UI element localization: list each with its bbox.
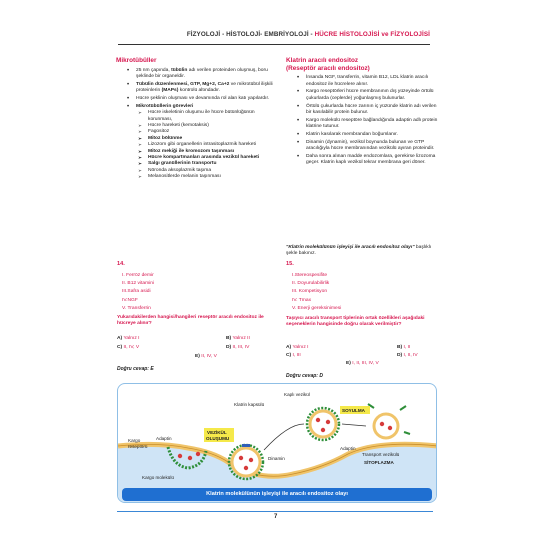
- statement: I.Stereospesifite: [292, 273, 328, 278]
- header-title: [187, 31, 430, 38]
- statement: II. Doyurulabilirlik: [292, 281, 330, 287]
- q15-option-b[interactable]: B) I, II: [397, 345, 411, 350]
- text: 25 nm çapında,: [136, 67, 172, 73]
- figure-caption: Klatrin molekülünün işleyişi ile aracılı endositoz olayı: [122, 488, 432, 501]
- header-part1: FİZYOLOJİ - HİSTOLOJİ- EMBRİYOLOJİ -: [186, 31, 315, 38]
- q14-option-a[interactable]: A) Yalnız I: [117, 336, 140, 341]
- endocytosis-figure: [117, 383, 437, 503]
- label-kargo: Kargo: [128, 438, 141, 443]
- bullet-item: • Örtülü çukurlarda hücre zarının iç yüzünde klatrin adı verilen bir kasılabilir protein bulunur.: [286, 104, 438, 117]
- statement: I. Ferröz demir: [122, 273, 154, 278]
- text-bold: Tübülin düzenlenmesi, GTP, Mg+2, Ca+2: [136, 81, 230, 87]
- q14-answer: Doğru cevap: E: [117, 366, 154, 372]
- cargo-molecule-dot: [326, 420, 330, 424]
- cargo-molecule-dot: [321, 428, 325, 432]
- option-text: I, II, IV: [403, 353, 418, 358]
- option-text: II, IV, V: [201, 354, 217, 359]
- q14-option-b[interactable]: B) Yalnız II: [226, 336, 250, 341]
- transport-vesicle: [374, 414, 398, 438]
- sub-item: ➢ Fagositoz: [136, 129, 276, 135]
- text-bold: Mikrotübüllerin görevleri: [136, 103, 194, 109]
- sub-item: ➢ Hücre hareketi (kemotaksis): [136, 123, 276, 129]
- label-transport-vezikul: Transport vezikülü: [362, 452, 400, 457]
- q15-answer: Doğru cevap: D: [286, 373, 323, 379]
- cargo-molecule-dot: [380, 422, 384, 426]
- sub-item: ➢ Melanositlerde melanin taşınması: [136, 174, 276, 180]
- statement: V. Transferrin: [122, 305, 151, 311]
- sub-item: ➢ Hücre iskeletinin oluşumu ile hücre bütünlüğünün korunması,: [136, 110, 276, 123]
- question-15-stem: Taşıyıcı aracılı transport tiplerinin ortak özellikleri aşağıdaki seçeneklerin hangisinde doğru olarak verilmiştir?: [286, 316, 425, 328]
- label-sitoplazma: SİTOPLAZMA: [364, 460, 394, 465]
- klatrin-title: Klatrin aracılı endositoz: [286, 57, 359, 64]
- header-rule: [118, 44, 430, 45]
- cargo-molecule-dot: [316, 418, 320, 422]
- process-arrow: [342, 424, 366, 426]
- bullet-item: [116, 82, 276, 95]
- bullet-item: • Kargo molekülü reseptöre bağlandığında adaptin adlı protein klatrine tutunur.: [286, 118, 438, 131]
- cargo-molecule-dot: [244, 466, 248, 470]
- budding-vesicle: [232, 448, 260, 476]
- statement: IV.NGF: [122, 297, 138, 303]
- text: Hücre şeklinin oluşması ve devamında rol alan katı yapılardır.: [136, 96, 270, 101]
- label-adaptin-left: Adaptin: [156, 436, 172, 441]
- text: adı verilen proteinden oluşmuş, boru şeklinde bir organeldir.: [136, 67, 268, 79]
- bullet-item: [116, 104, 276, 181]
- note-text: başlıklı şekle bakınız.: [286, 245, 432, 257]
- question-15-number: 15.: [286, 261, 294, 267]
- text-bold: (MAPs): [161, 88, 179, 94]
- bullet-item: • Klatrin kasılarak membrandan boğumlanır.: [286, 132, 438, 138]
- option-text: II, III, IV: [232, 345, 250, 350]
- left-column: [116, 57, 276, 182]
- option-text: Yalnız I: [292, 345, 309, 350]
- sub-item: ➢ Mitoz mekiği ile kromozom taşınması: [136, 149, 276, 155]
- label-reseptoru: reseptörü: [128, 444, 148, 449]
- statement: V. Enerji gereksinimesi: [292, 305, 342, 311]
- sub-item: ➢ Hücre kompartmanları arasında vezikül hareketi: [136, 155, 276, 161]
- page-header: [0, 31, 550, 45]
- text: kontrolü altındadır.: [178, 88, 221, 94]
- label-dinamin: Dinamin: [268, 456, 285, 461]
- option-text: Yalnız II: [232, 336, 250, 341]
- question-14-statements: [122, 272, 154, 313]
- statement: II. B12 vitamini: [122, 281, 155, 287]
- process-arrow: [264, 424, 304, 450]
- statement: III. Kompetisyon: [292, 289, 328, 295]
- label-soyulma: SOYULMA: [342, 408, 365, 413]
- label-vezikul: VEZİKÜL: [207, 430, 227, 435]
- statement: IV. Tmax: [292, 297, 312, 303]
- mikrotubul-title: Mikrotübüller: [116, 57, 157, 64]
- q15-option-c[interactable]: C) I, III: [286, 353, 301, 358]
- cargo-molecule-dot: [239, 456, 243, 460]
- label-adaptin-right: Adaptin: [340, 446, 356, 451]
- label-kapli-vezikul: Kaplı vezikül: [284, 392, 310, 397]
- dynamin-ring: [242, 444, 250, 447]
- gorev-list: [136, 110, 276, 180]
- footer-rule: [117, 511, 433, 512]
- mikrotubul-list: [116, 68, 276, 181]
- question-14-stem: Yukarıdakilerden hangisi/hangileri reseptör aracılı endositoz ile hücreye alınır?: [117, 315, 264, 327]
- question-14-number: 14.: [117, 261, 125, 267]
- sub-item: ➢ Lizozom gibi organellerin intrasitoplazmik hareketi: [136, 142, 276, 148]
- bullet-item: • Dinamin (dynamin), vezikül boynunda bulunan ve GTP aracılığıyla hücre membranından vezikülü ayıran proteindir.: [286, 140, 438, 153]
- bullet-item: • Daha sonra alınan madde endozomlara, gerekirse lizozoma geçer. Klatrin kaplı vezikül tekrar membrana geri döner.: [286, 154, 438, 167]
- bullet-item: • Kargo reseptörleri hücre membranının dış yüzeyinde örtülü çukurlarda (ceplerde) yoğunlaşmış bulunurlar.: [286, 89, 438, 102]
- right-column: [286, 57, 438, 168]
- cargo-molecule-dot: [188, 456, 192, 460]
- cargo-molecule-dot: [388, 426, 392, 430]
- cargo-molecule-dot: [178, 454, 182, 458]
- klatrin-subtitle: (Reseptör aracılı endositoz): [286, 64, 370, 72]
- text: ve mikrotübül ilişkili proteinlerin: [136, 81, 273, 94]
- q14-option-d[interactable]: D) II, III, IV: [226, 345, 250, 350]
- bullet-item: • İnsanda NGF, transferrin, vitamin B12, LDL klatrin aracılı endositoz ile hücrelere alınır.: [286, 75, 438, 88]
- q15-option-a[interactable]: A) Yalnız I: [286, 345, 309, 350]
- coated-vesicle: [310, 411, 336, 437]
- sub-item: ➢ Nöronda aksoplazmik taşıma: [136, 168, 276, 174]
- cargo-molecule-dot: [249, 458, 253, 462]
- text-bold: tübülin: [171, 67, 188, 73]
- header-part2: HÜCRE HİSTOLOJİSİ ve FİZYOLOJİSİ: [314, 31, 430, 38]
- q15-option-e[interactable]: E) I, II, III, IV, V: [346, 361, 379, 366]
- q15-option-d[interactable]: D) I, II, IV: [397, 353, 418, 358]
- statement: III.Safra asidi: [122, 289, 151, 295]
- note-italic: "Klatrin molekülünün işleyişi ile aracılı endositoz olayı": [286, 245, 415, 250]
- question-15-statements: [292, 272, 341, 313]
- option-text: Yalnız I: [123, 336, 140, 341]
- q14-option-e[interactable]: E) II, IV, V: [195, 354, 217, 359]
- sub-item: ➢ Salgı granüllerinin transportu: [136, 161, 276, 167]
- figure-reference-note: [286, 245, 436, 258]
- q14-option-c[interactable]: C) II, IV, V: [117, 345, 140, 350]
- option-text: II, IV, V: [123, 345, 140, 350]
- klatrin-list: [286, 75, 438, 167]
- sub-item: ➢ Mitoz bölünme: [136, 136, 276, 142]
- page-number: 7: [274, 514, 278, 520]
- label-olusumu: OLUŞUMU: [206, 436, 230, 441]
- option-text: I, II, III, IV, V: [352, 361, 379, 366]
- label-klatrin-kapsul: Klatrin kapsülü: [234, 402, 265, 407]
- option-text: I, II: [403, 345, 411, 350]
- endocytosis-diagram: [118, 384, 437, 503]
- label-kargo-molekulu: Kargo molekülü: [142, 475, 174, 480]
- bullet-item: [116, 68, 276, 81]
- option-text: I, III: [292, 353, 301, 358]
- cargo-molecule-dot: [196, 452, 200, 456]
- bullet-item: [116, 96, 276, 102]
